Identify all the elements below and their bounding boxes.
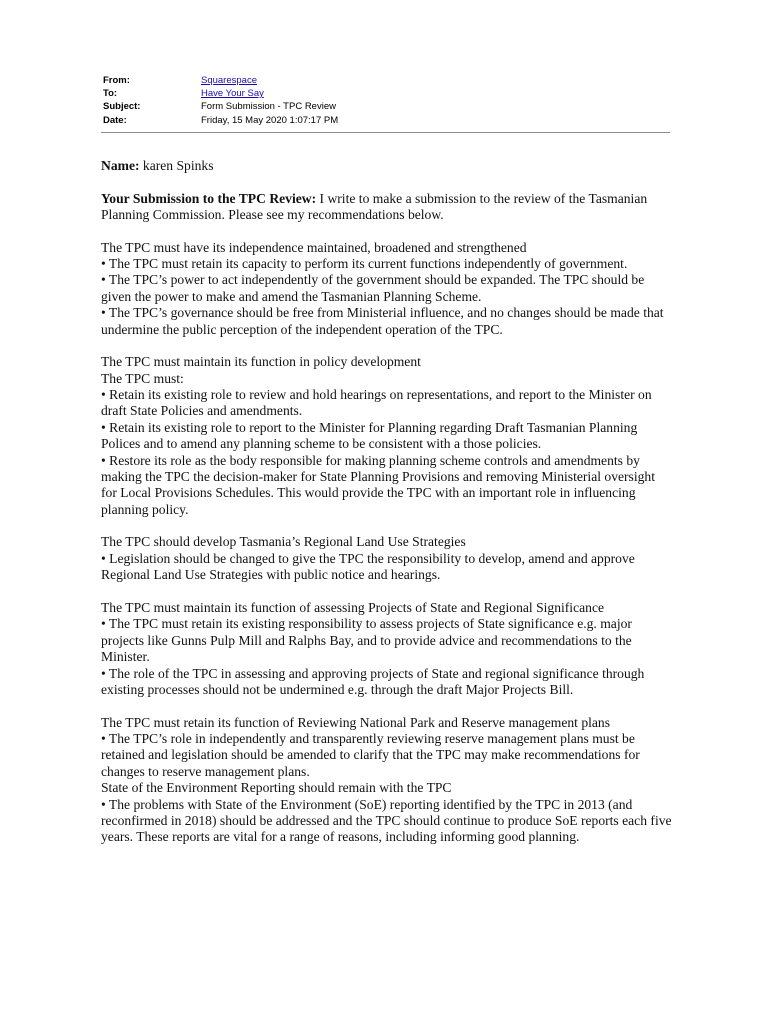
section-heading: The TPC must have its independence maintained, broadened and strengthened <box>101 239 527 255</box>
from-row <box>103 74 338 87</box>
date-row <box>103 114 338 127</box>
bullet-item: • Retain its existing role to review and hold hearings on representations, and report to the Minister on draft State Policies and amendments. <box>101 387 652 419</box>
date-label: Date: <box>103 114 127 126</box>
header-divider <box>101 132 670 133</box>
email-header <box>103 74 338 127</box>
to-row <box>103 87 338 100</box>
bullet-item: • Legislation should be changed to give the TPC the responsibility to develop, amend and approve Regional Land Use Strategies with public notice and hearings. <box>101 550 635 583</box>
from-label: From: <box>103 75 130 86</box>
section-heading: State of the Environment Reporting should remain with the TPC <box>101 780 452 796</box>
bullet-item: • The role of the TPC in assessing and approving projects of State and regional significance through existing processes should not be undermined e.g. through the draft Major Projects Bill. <box>101 665 645 697</box>
bullet-item: • Retain its existing role to report to the Minister for Planning regarding Draft Tasmanian Planning Polices and to amend any planning scheme to be consistent with a those policies. <box>101 419 638 452</box>
name-value: karen Spinks <box>139 158 214 173</box>
name-paragraph <box>101 158 673 174</box>
section-subheading: The TPC must: <box>101 370 184 386</box>
bullet-item: • The TPC must retain its capacity to perform its current functions independently of government. <box>101 256 628 271</box>
section-heading: The TPC must maintain its function of assessing Projects of State and Regional Significance <box>101 599 605 615</box>
subject-label: Subject: <box>103 101 141 113</box>
bullet-item: • The TPC’s power to act independently of the government should be expanded. The TPC should be given the power to make and amend the Tasmanian Planning Scheme. <box>101 272 645 304</box>
bullet-item: • The TPC’s role in independently and transparently reviewing reserve management plans must be retained and legislation should be amended to clarify that the TPC may make recommendations for changes to reserve management plans. <box>101 730 640 779</box>
email-body <box>101 158 673 862</box>
section-land-use <box>101 534 673 583</box>
subject-value: Form Submission - TPC Review <box>201 101 336 113</box>
to-link[interactable]: Have Your Say <box>201 88 264 100</box>
bullet-item: • The problems with State of the Environment (SoE) reporting identified by the TPC in 2013 (and reconfirmed in 2018) should be addressed and the TPC should continue to produce SoE reports each five years. These reports are vital for a range of reasons, including informing good planning. <box>101 796 672 845</box>
name-label: Name: <box>101 158 140 173</box>
section-policy <box>101 354 673 518</box>
submission-intro: I write to make a submission to the review of the Tasmanian Planning Commission. Please see my recommendations below. <box>101 190 648 222</box>
to-label: To: <box>103 88 118 100</box>
bullet-item: • The TPC must retain its existing responsibility to assess projects of State significance e.g. major projects like Gunns Pulp Mill and Ralphs Bay, and to provide advice and recommendations to the Minister. <box>101 616 632 665</box>
section-reserves <box>101 715 673 846</box>
submission-label: Your Submission to the TPC Review: <box>101 190 317 206</box>
section-projects <box>101 600 673 698</box>
section-independence <box>101 240 673 338</box>
date-value: Friday, 15 May 2020 1:07:17 PM <box>201 114 339 126</box>
section-heading: The TPC must maintain its function in policy development <box>101 354 421 370</box>
subject-row <box>103 100 338 113</box>
section-heading: The TPC should develop Tasmania’s Regional Land Use Strategies <box>101 534 466 550</box>
bullet-item: • Restore its role as the body responsible for making planning scheme controls and amendments by making the TPC the decision-maker for State Planning Provisions and removing Ministerial oversight for Local Provisions Schedules. This would provide the TPC with an important role in influencing planning policy. <box>101 452 655 517</box>
section-heading: The TPC must retain its function of Reviewing National Park and Reserve management plans <box>101 714 611 730</box>
bullet-item: • The TPC’s governance should be free from Ministerial influence, and no changes should be made that undermine the public perception of the independent operation of the TPC. <box>101 305 664 337</box>
from-link[interactable]: Squarespace <box>201 75 257 86</box>
submission-paragraph <box>101 191 673 224</box>
